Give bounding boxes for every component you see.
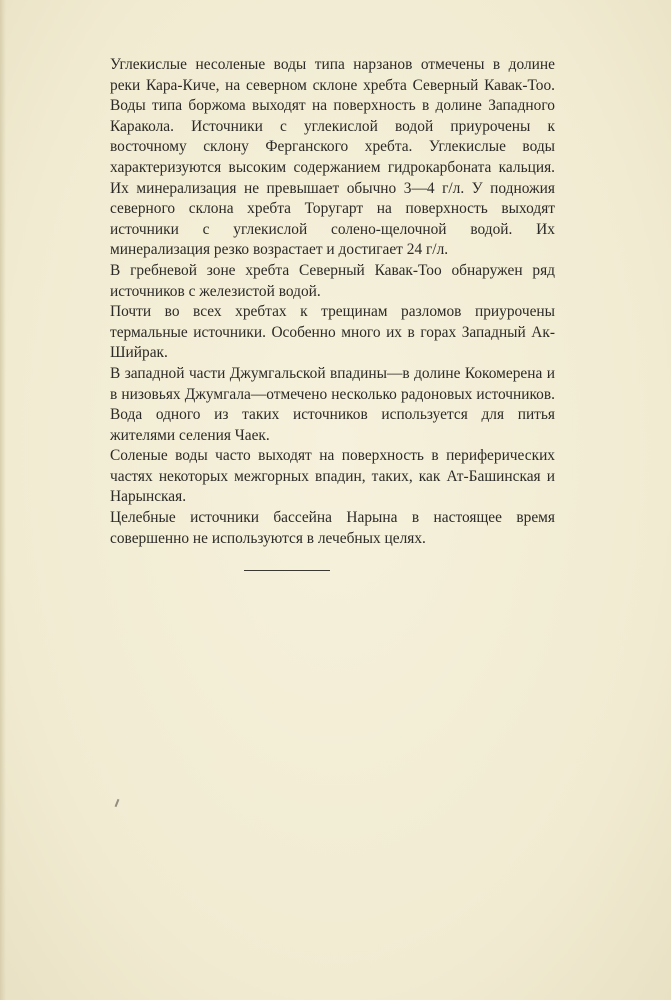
paragraph-iron-waters: В гребневой зоне хребта Северный Кавак-Тоо обнаружен ряд источников с железистой водой. [110, 261, 555, 300]
paragraph-carbonated-waters: Углекислые несоленые воды типа нарзанов отмечены в долине реки Кара-Киче, на северном склоне хребта Северный Кавак-Тоо. Воды типа боржома выходят на поверхность в долине Западного Каракола. Источники с углекислой водой приурочены к восточному склону Ферганского хребта. Углекислые воды характеризуются высоким содержанием гидрокарбоната кальция. Их минерализация не превышает обычно 3—4 г/л. У подножия северного склона хребта Торугарт на поверхность выходят источники с углекислой солено-щелочной водой. Их минерализация резко возрастает и достигает 24 г/л. [110, 56, 555, 259]
section-divider [244, 570, 330, 571]
paper-speck [115, 799, 120, 807]
body-text [110, 55, 555, 549]
paragraph-healing-springs: Целебные источники бассейна Нарына в настоящее время совершенно не используются в лечебных целях. [110, 509, 555, 547]
paragraph-radon-springs: В западной части Джумгальской впадины—в долине Кокомерена и в низовьях Джумгала—отмечено несколько радоновых источников. Вода одного из таких источников используется для питья жителями селения Чаек. [110, 364, 555, 444]
paragraph-thermal-springs: Почти во всех хребтах к трещинам разломов приурочены термальные источники. Особенно много их в горах Западный Ак-Шийрак. [110, 303, 555, 362]
paragraph-saline-waters: Соленые воды часто выходят на поверхность в периферических частях некоторых межгорных впадин, таких, как Ат-Башинская и Нарынская. [110, 447, 555, 506]
